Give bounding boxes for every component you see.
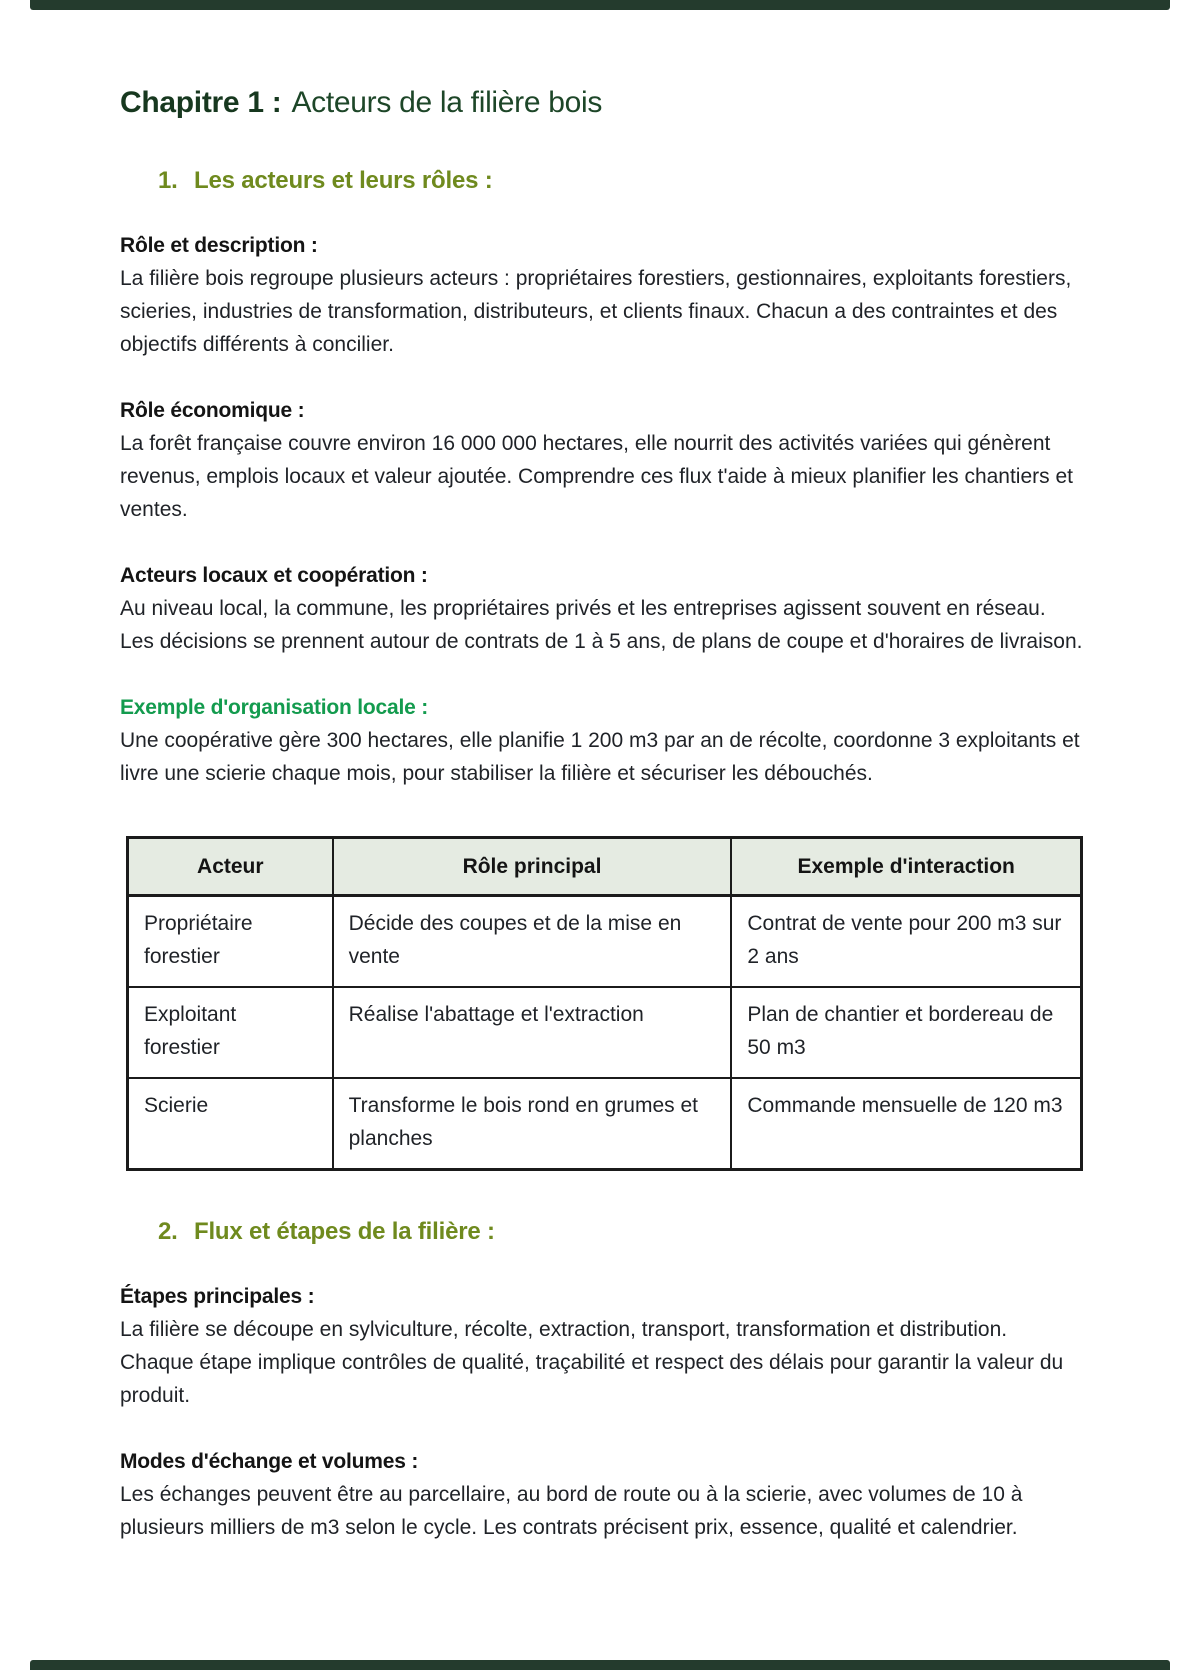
section-number: 1. xyxy=(158,167,178,194)
paragraph-role-economique: La forêt française couvre environ 16 000 000 hectares, elle nourrit des activités variées qui génèrent revenus, emplois locaux et valeur ajoutée. Comprendre ces flux t'aide à mieux planifier les chantiers et ventes. xyxy=(120,432,1073,521)
table-row xyxy=(128,987,1082,1078)
block-exemple-organisation xyxy=(120,691,1085,790)
block-acteurs-locaux xyxy=(120,559,1085,658)
chapter-title-text: Acteurs de la filière bois xyxy=(291,86,603,119)
table-cell: Décide des coupes et de la mise en vente xyxy=(333,896,732,988)
section-label: Flux et étapes de la filière : xyxy=(194,1218,495,1245)
subheading-modes-echange: Modes d'échange et volumes : xyxy=(120,1450,419,1473)
section-heading-2 xyxy=(158,1217,1085,1247)
table-row xyxy=(128,1078,1082,1170)
table-cell: Contrat de vente pour 200 m3 sur 2 ans xyxy=(731,896,1081,988)
section-label: Les acteurs et leurs rôles : xyxy=(194,167,493,194)
table-cell: Transforme le bois rond en grumes et planches xyxy=(333,1078,732,1170)
paragraph-acteurs-locaux: Au niveau local, la commune, les propriétaires privés et les entreprises agissent souvent en réseau. Les décisions se prennent autour de contrats de 1 à 5 ans, de plans de coupe et d'horaires de livraison. xyxy=(120,597,1083,653)
table-cell: Scierie xyxy=(128,1078,333,1170)
table-header-role-principal: Rôle principal xyxy=(333,838,732,896)
page-border-bottom xyxy=(30,1660,1170,1670)
table-header-acteur: Acteur xyxy=(128,838,333,896)
section-number: 2. xyxy=(158,1218,178,1245)
block-etapes-principales xyxy=(120,1280,1085,1412)
page-border-top xyxy=(30,0,1170,10)
block-role-economique xyxy=(120,394,1085,526)
subheading-etapes-principales: Étapes principales : xyxy=(120,1285,315,1308)
table-cell: Propriétaire forestier xyxy=(128,896,333,988)
page-title xyxy=(120,84,1085,122)
subheading-exemple-organisation: Exemple d'organisation locale : xyxy=(120,696,429,719)
chapter-label: Chapitre 1 : xyxy=(120,86,282,119)
subheading-acteurs-locaux: Acteurs locaux et coopération : xyxy=(120,564,428,587)
block-role-description xyxy=(120,229,1085,361)
table-cell: Commande mensuelle de 120 m3 xyxy=(731,1078,1081,1170)
actors-table xyxy=(126,836,1083,1171)
table-cell: Exploitant forestier xyxy=(128,987,333,1078)
table-cell: Plan de chantier et bordereau de 50 m3 xyxy=(731,987,1081,1078)
table-header-row xyxy=(128,838,1082,896)
paragraph-exemple-organisation: Une coopérative gère 300 hectares, elle planifie 1 200 m3 par an de récolte, coordonne 3 exploitants et livre une scierie chaque mois, pour stabiliser la filière et sécuriser les débouchés. xyxy=(120,729,1080,785)
paragraph-role-description: La filière bois regroupe plusieurs acteurs : propriétaires forestiers, gestionnaires, exploitants forestiers, scieries, industries de transformation, distributeurs, et clients finaux. Chacun a des contraintes et des objectifs différents à concilier. xyxy=(120,267,1072,356)
table-row xyxy=(128,896,1082,988)
subheading-role-economique: Rôle économique : xyxy=(120,399,305,422)
paragraph-etapes-principales: La filière se découpe en sylviculture, récolte, extraction, transport, transformation et distribution. Chaque étape implique contrôles de qualité, traçabilité et respect des délais pour garantir la valeur du produit. xyxy=(120,1318,1064,1407)
table-cell: Réalise l'abattage et l'extraction xyxy=(333,987,732,1078)
table-header-exemple-interaction: Exemple d'interaction xyxy=(731,838,1081,896)
block-modes-echange xyxy=(120,1445,1085,1544)
section-heading-1 xyxy=(158,166,1085,196)
subheading-role-description: Rôle et description : xyxy=(120,234,318,257)
paragraph-modes-echange: Les échanges peuvent être au parcellaire, au bord de route ou à la scierie, avec volumes de 10 à plusieurs milliers de m3 selon le cycle. Les contrats précisent prix, essence, qualité et calendrier. xyxy=(120,1483,1023,1539)
document-page xyxy=(120,84,1085,1544)
